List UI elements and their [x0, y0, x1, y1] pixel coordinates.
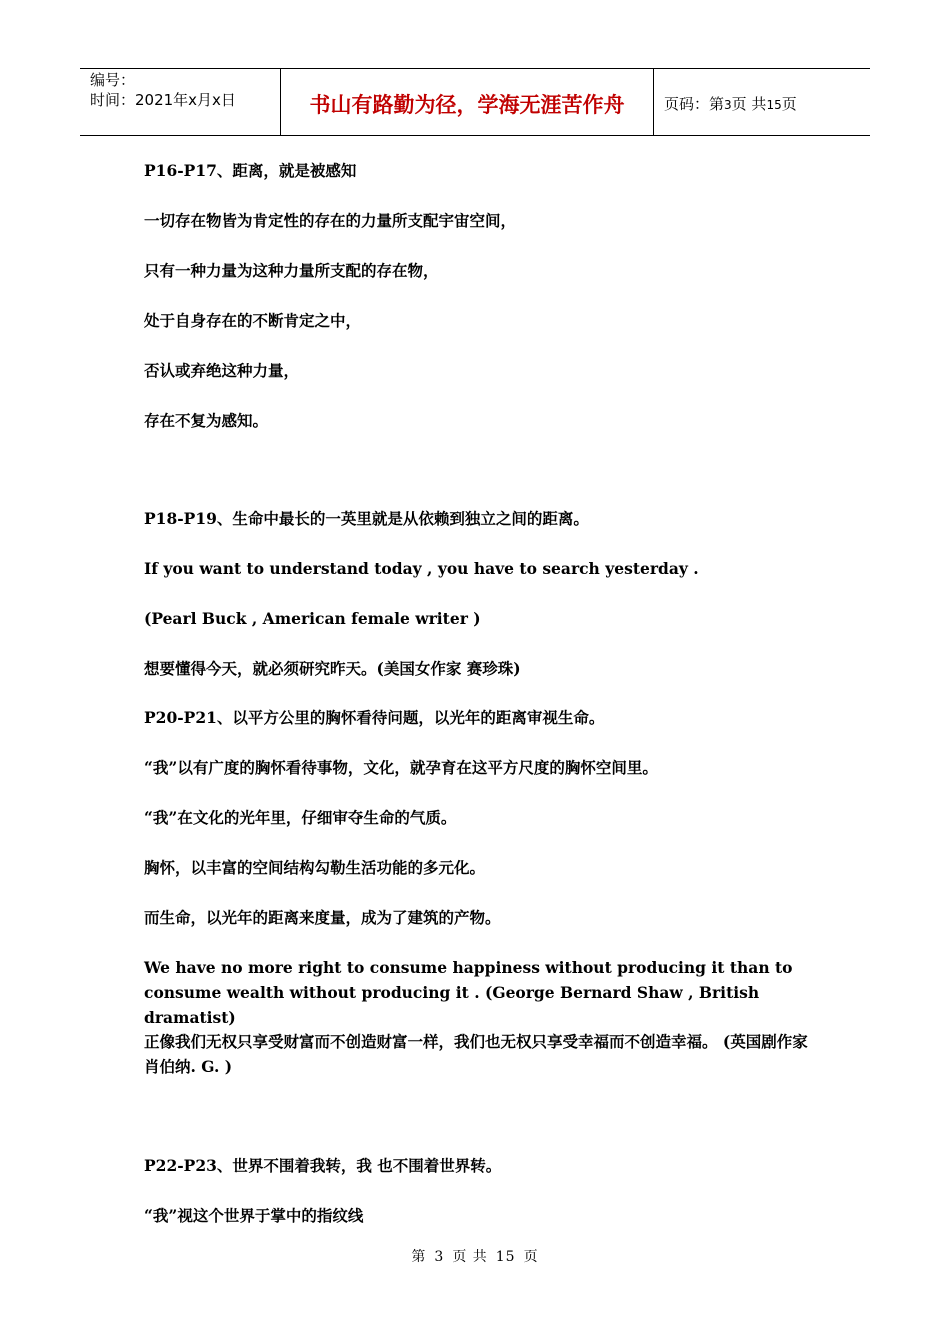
footer-prefix: 第: [411, 1249, 427, 1265]
section-heading-p16-p17: P16-P17、距离，就是被感知: [144, 161, 357, 180]
body-paragraph: 否认或弃绝这种力量，: [144, 361, 300, 380]
body-paragraph: 一切存在物皆为肯定性的存在的力量所支配宇宙空间，: [144, 211, 517, 230]
chinese-translation: 正像我们无权只享受财富而不创造财富一样，我们也无权只享受幸福而不创造幸福。 (英国剧作家 肖伯纳. G. ): [144, 1032, 808, 1076]
header-page-current: 3: [724, 98, 732, 112]
section-heading-p18-p19: P18-P19、生命中最长的一英里就是从依赖到独立之间的距离。: [144, 509, 589, 528]
header-page-cell: [654, 69, 870, 135]
header-page-number: [664, 93, 797, 114]
quote-attribution: (Pearl Buck , American female writer ): [144, 609, 481, 628]
header-info-cell: [80, 69, 281, 135]
header-page-end: 页: [781, 95, 797, 113]
section-heading-p20-p21: P20-P21、以平方公里的胸怀看待问题，以光年的距离审视生命。: [144, 708, 605, 727]
body-paragraph: “我”以有广度的胸怀看待事物，文化，就孕育在这平方尺度的胸怀空间里。: [144, 758, 658, 777]
body-paragraph: “我”视这个世界于掌中的指纹线: [144, 1206, 364, 1225]
page-footer: [0, 1246, 950, 1266]
footer-mid: 页 共: [452, 1249, 488, 1265]
english-quote: We have no more right to consume happiness without producing it than to consume wealth without producing it . (George Bernard Shaw , British dramatist): [144, 958, 793, 1027]
footer-total-pages: 15: [495, 1249, 516, 1265]
header-motto-cell: [281, 69, 654, 135]
body-paragraph: “我”在文化的光年里，仔细审夺生命的气质。: [144, 808, 457, 827]
body-paragraph: 存在不复为感知。: [144, 411, 269, 430]
english-quote: If you want to understand today , you have to search yesterday .: [144, 559, 699, 578]
header-page-total: 15: [766, 98, 782, 112]
document-time-label: 时间：2021年x月x日: [90, 91, 236, 109]
chinese-translation: 想要懂得今天，就必须研究昨天。(美国女作家 赛珍珠): [144, 659, 521, 678]
body-paragraph: 只有一种力量为这种力量所支配的存在物，: [144, 261, 439, 280]
header-motto: 书山有路勤为径，学海无涯苦作舟: [309, 93, 625, 117]
header-page-label: 页码：第: [664, 95, 725, 113]
header-page-mid: 页 共: [731, 95, 767, 113]
body-paragraph: 而生命，以光年的距离来度量，成为了建筑的产物。: [144, 908, 501, 927]
body-paragraph: 处于自身存在的不断肯定之中，: [144, 311, 362, 330]
section-heading-p22-p23: P22-P23、世界不围着我转，我 也不围着世界转。: [144, 1156, 502, 1175]
body-paragraph: 胸怀，以丰富的空间结构勾勒生活功能的多元化。: [144, 858, 486, 877]
document-number-label: 编号：: [90, 71, 136, 89]
footer-suffix: 页: [523, 1249, 539, 1265]
footer-current-page: 3: [434, 1249, 445, 1265]
page-header: [80, 68, 870, 136]
